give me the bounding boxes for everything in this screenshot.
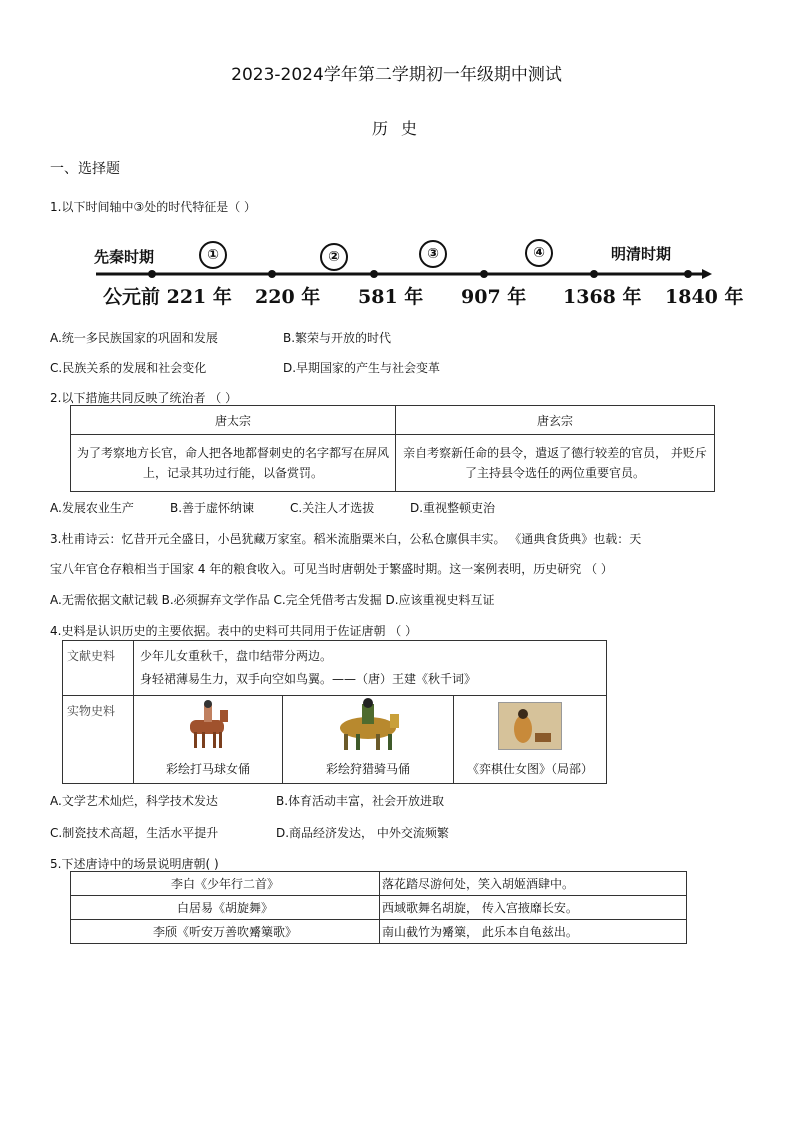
q3-line-2: 宝八年官仓存粮相当于国家 4 年的粮食收入。可见当时唐朝处于繁盛时期。这一案例表明，历史研究 （ ）: [50, 562, 613, 576]
q4-caption-polo: 彩绘打马球女俑: [165, 762, 250, 776]
polo-player-figurine-image: [186, 700, 230, 752]
q2-option-b[interactable]: B.善于虚怀纳谏: [170, 501, 255, 515]
q4-artifact-hunting: [283, 696, 454, 784]
q5-table: [70, 871, 687, 944]
q4-stem: 4.史料是认识历史的主要依据。表中的史料可共同用于佐证唐朝 （ ）: [50, 624, 418, 638]
timeline-label-pre-qin: 先秦时期: [94, 248, 155, 266]
q5-poem-verse: 南山截竹为觱篥， 此乐本自龟兹出。: [380, 920, 687, 944]
timeline-axis: [90, 266, 720, 282]
subject-title: 历 史: [371, 119, 422, 138]
q4-artifact-painting: [454, 696, 607, 784]
q2-stem: 2.以下措施共同反映了统治者 （ ）: [50, 391, 238, 405]
q4-obj-label: 实物史料: [63, 696, 134, 784]
q5-poem-source: 白居易《胡旋舞》: [71, 896, 380, 920]
q2-option-d[interactable]: D.重视整顿吏治: [410, 501, 496, 515]
table-row: [71, 920, 687, 944]
timeline-marker-1: ①: [199, 241, 227, 269]
q2-cell-xuanzong: 亲自考察新任命的县令，遣返了德行较差的官员， 并贬斥了主持县令选任的两位重要官员。: [396, 435, 715, 492]
q4-table: [62, 640, 607, 784]
timeline-dot: [148, 270, 156, 278]
timeline-date: 907 年: [461, 286, 527, 308]
table-row: [71, 872, 687, 896]
timeline-date: 1840 年: [665, 286, 744, 308]
table-row: [71, 896, 687, 920]
q4-option-c[interactable]: C.制瓷技术高超，生活水平提升: [50, 826, 219, 840]
timeline-dot: [684, 270, 692, 278]
q2-cell-taizong: 为了考察地方长官，命人把各地都督刺史的名字都写在屏风上，记录其功过行能，以备赏罚。: [71, 435, 396, 492]
timeline-date: 1368 年: [563, 286, 642, 308]
q1-option-c[interactable]: C.民族关系的发展和社会变化: [50, 361, 207, 375]
timeline-dot: [480, 270, 488, 278]
q5-poem-verse: 落花踏尽游何处，笑入胡姬酒肆中。: [380, 872, 687, 896]
q5-poem-source: 李白《少年行二首》: [71, 872, 380, 896]
q4-option-b[interactable]: B.体育活动丰富，社会开放进取: [276, 794, 445, 808]
timeline-marker-4: ④: [525, 239, 553, 267]
timeline-date: 220 年: [255, 286, 321, 308]
q4-caption-hunting: 彩绘狩猎骑马俑: [325, 762, 410, 776]
timeline-marker-2: ②: [320, 243, 348, 271]
q4-doc-line-2: 身轻裙薄易生力，双手向空如鸟翼。——（唐）王建《秋千词》: [140, 672, 477, 686]
go-playing-lady-painting-image: [498, 702, 562, 750]
q1-option-d[interactable]: D.早期国家的产生与社会变革: [283, 361, 441, 375]
q1-stem: 1.以下时间轴中③处的时代特征是（ ）: [50, 200, 257, 214]
q4-artifact-polo: [134, 696, 283, 784]
q4-doc-cell: [134, 641, 607, 696]
page-title: 2023-2024学年第二学期初一年级期中测试: [231, 65, 562, 85]
timeline-date: 公元前 221 年: [103, 286, 232, 308]
q4-doc-label: 文献史料: [63, 641, 134, 696]
q5-stem: 5.下述唐诗中的场景说明唐朝( ): [50, 857, 219, 871]
q3-line-1: 3.杜甫诗云：忆昔开元全盛日，小邑犹藏万家室。稻米流脂粟米白，公私仓廪俱丰实。 《通典食货典》也载：天: [50, 532, 642, 546]
q5-poem-verse: 西域歌舞名胡旋， 传入宫掖靡长安。: [380, 896, 687, 920]
timeline-date: 581 年: [358, 286, 424, 308]
hunting-rider-figurine-image: [334, 698, 402, 752]
q2-option-c[interactable]: C.关注人才选拔: [290, 501, 375, 515]
timeline-label-ming-qing: 明清时期: [611, 245, 672, 263]
timeline-dot: [268, 270, 276, 278]
q2-option-a[interactable]: A.发展农业生产: [50, 501, 134, 515]
q1-option-b[interactable]: B.繁荣与开放的时代: [283, 331, 392, 345]
section-heading: 一、选择题: [50, 161, 120, 177]
q2-header-xuanzong: 唐玄宗: [396, 406, 715, 435]
q2-header-taizong: 唐太宗: [71, 406, 396, 435]
timeline-dot: [590, 270, 598, 278]
q5-poem-source: 李颀《听安万善吹觱篥歌》: [71, 920, 380, 944]
q1-option-a[interactable]: A.统一多民族国家的巩固和发展: [50, 331, 218, 345]
timeline-dot: [370, 270, 378, 278]
q4-option-a[interactable]: A.文学艺术灿烂，科学技术发达: [50, 794, 218, 808]
q2-table: [70, 405, 715, 492]
timeline-marker-3: ③: [419, 240, 447, 268]
q4-doc-line-1: 少年儿女重秋千，盘巾结带分两边。: [140, 649, 333, 663]
q4-caption-painting: 《弈棋仕女图》（局部）: [466, 762, 593, 776]
q3-options[interactable]: A.无需依据文献记载 B.必须摒弃文学作品 C.完全凭借考古发掘 D.应该重视史料互证: [50, 593, 495, 607]
q4-option-d[interactable]: D.商品经济发达， 中外交流频繁: [276, 826, 449, 840]
